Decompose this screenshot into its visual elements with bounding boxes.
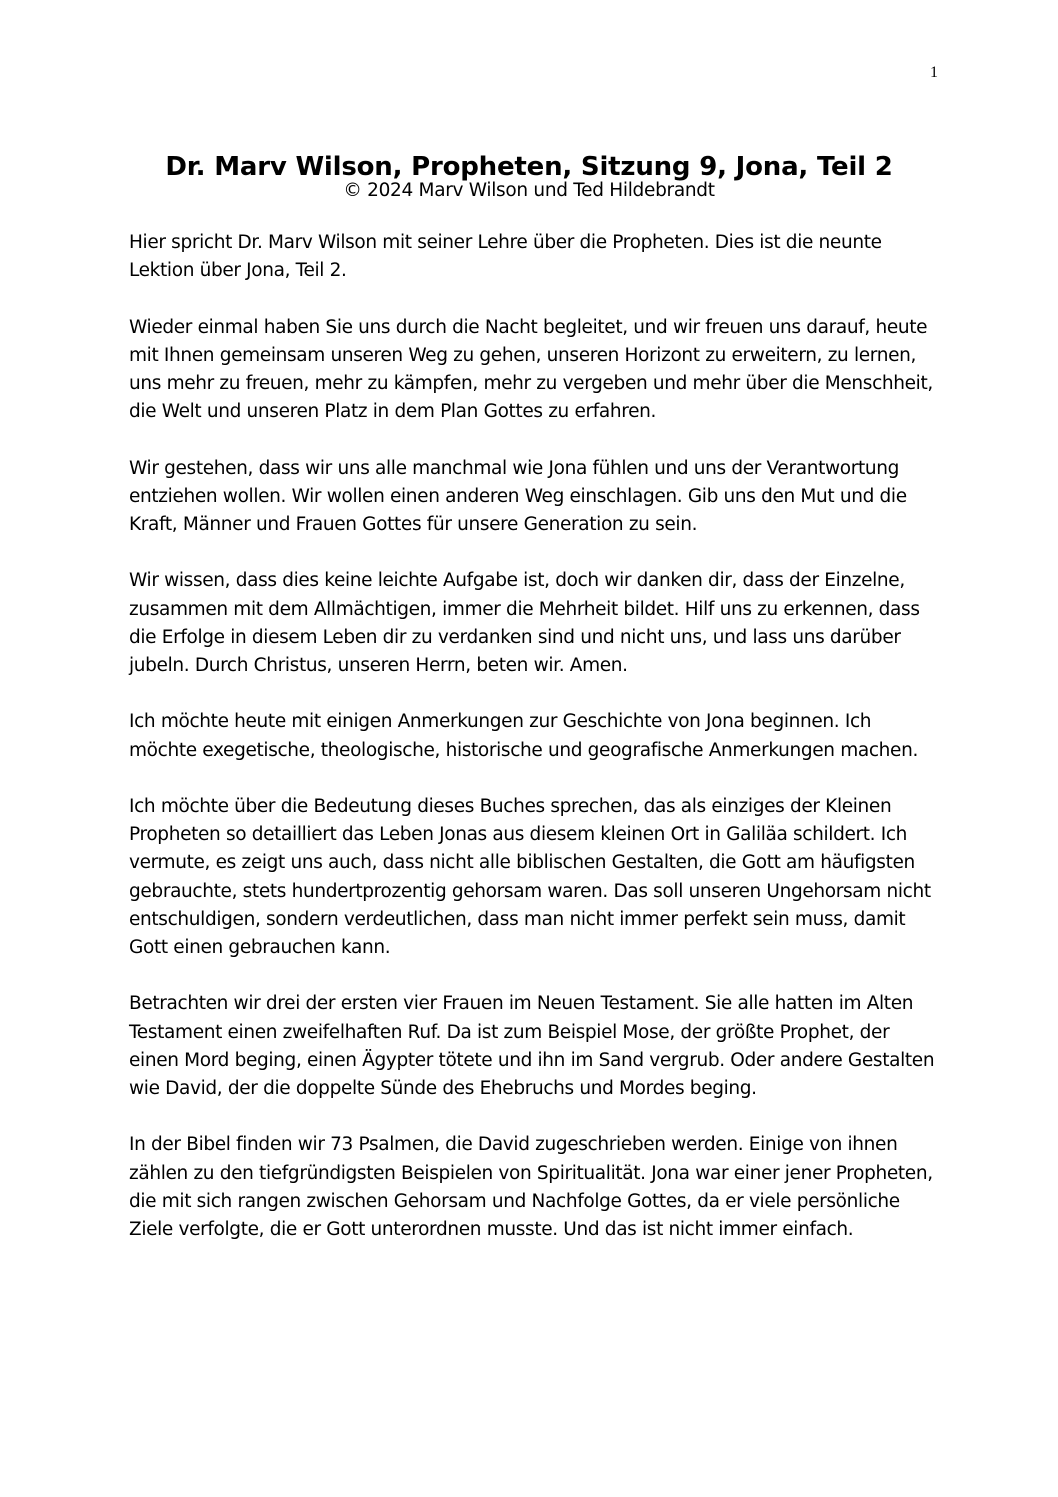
paragraph-book-significance: Ich möchte über die Bedeutung dieses Buches sprechen, das als einziges der Kleinen Propheten so detailliert das Leben Jonas aus diesem kleinen Ort in Galiläa schildert. Ich vermute, es zeigt uns auch, dass nicht alle biblischen Gestalten, die Gott am häufigsten gebrauchte, stets hundertprozentig gehorsam waren. Das soll unseren Ungehorsam nicht entschuldigen, sondern verdeutlichen, dass man nicht immer perfekt sein muss, damit Gott einen gebrauchen kann. — [129, 795, 931, 958]
paragraph-psalms: In der Bibel finden wir 73 Psalmen, die David zugeschrieben werden. Einige von ihnen zählen zu den tiefgründigsten Beispielen von Spiritualität. Jona war einer jener Propheten, die mit sich rangen zwischen Gehorsam und Nachfolge Gottes, da er viele persönliche Ziele verfolgte, die er Gott unterordnen musste. Und das ist nicht immer einfach. — [129, 1134, 933, 1240]
paragraph-intro: Hier spricht Dr. Marv Wilson mit seiner Lehre über die Propheten. Dies ist die neunte Lektion über Jona, Teil 2. — [129, 232, 882, 282]
document-body — [129, 229, 935, 1272]
paragraph-introduction-notes: Ich möchte heute mit einigen Anmerkungen zur Geschichte von Jona beginnen. Ich möchte exegetische, theologische, historische und geografische Anmerkungen machen. — [129, 711, 918, 761]
paragraph-prayer-opening: Wieder einmal haben Sie uns durch die Nacht begleitet, und wir freuen uns darauf, heute mit Ihnen gemeinsam unseren Weg zu gehen, unseren Horizont zu erweitern, zu lernen, uns mehr zu freuen, mehr zu kämpfen, mehr zu vergeben und mehr über die Menschheit, die Welt und unseren Platz in dem Plan Gottes zu erfahren. — [129, 316, 933, 423]
paragraph-prayer-closing: Wir wissen, dass dies keine leichte Aufgabe ist, doch wir danken dir, dass der Einzelne, zusammen mit dem Allmächtigen, immer die Mehrheit bildet. Hilf uns zu erkennen, dass die Erfolge in diesem Leben dir zu verdanken sind und nicht uns, und lass uns darüber jubeln. Durch Christus, unseren Herrn, beten wir. Amen. — [129, 570, 920, 676]
page-number: 1 — [930, 64, 938, 81]
copyright-line: © 2024 Marv Wilson und Ted Hildebrandt — [343, 180, 715, 201]
paragraph-prayer-confession: Wir gestehen, dass wir uns alle manchmal wie Jona fühlen und uns der Verantwortung entziehen wollen. Wir wollen einen anderen Weg einschlagen. Gib uns den Mut und die Kraft, Männer und Frauen Gottes für unsere Generation zu sein. — [129, 457, 907, 535]
paragraph-biblical-figures: Betrachten wir drei der ersten vier Frauen im Neuen Testament. Sie alle hatten im Alten Testament einen zweifelhaften Ruf. Da ist zum Beispiel Mose, der größte Prophet, der einen Mord beging, einen Ägypter tötete und ihn im Sand vergrub. Oder andere Gestalten wie David, der die doppelte Sünde des Ehebruchs und Mordes beging. — [129, 993, 935, 1099]
document-title: Dr. Marv Wilson, Propheten, Sitzung 9, Jona, Teil 2 — [165, 152, 893, 183]
